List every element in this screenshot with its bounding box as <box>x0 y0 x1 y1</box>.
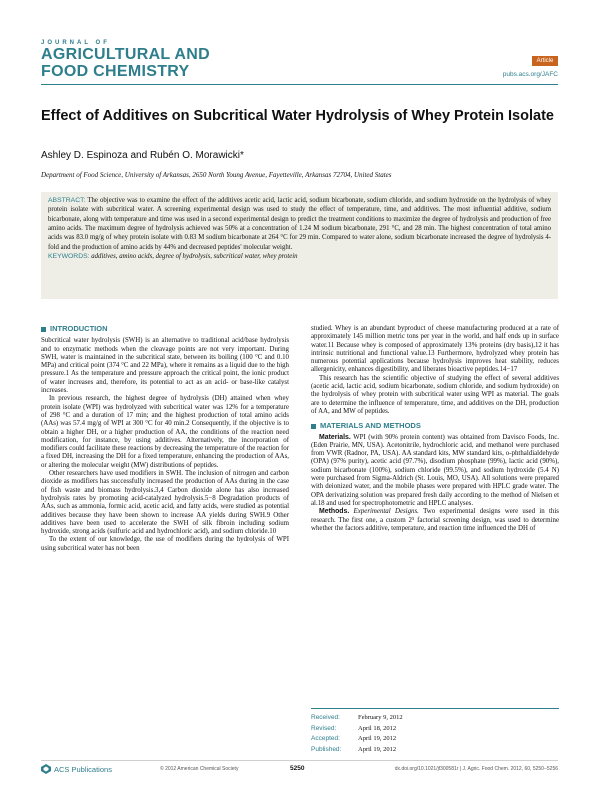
section-square-icon <box>311 424 316 429</box>
date-label: Revised: <box>311 724 337 732</box>
materials-paragraph: WPI (with 90% protein content) was obtained from Davisco Foods, Inc. (Eden Prairie, MN, USA). Acetonitrile, hydrochloric acid, and methanol were purchased from VWR (Radnor, PA, USA). AA standard kits, MW standard kits, o-phthaldialdehyde (OPA) (97% purity), acetic acid (97.7%), disodium phosphate (99%), lactic acid (90%), sodium bicarbonate (100%), sodium chloride (99.5%), and sodium hydroxide (5.4 N) were purchased from Sigma-Aldrich (St. Louis, MO, USA). All solutions were prepared with deionized water, and the mobile phases were prepared with HPLC grade water. The OPA derivatizing solution was prepared fresh daily according to the method of Nielsen et al.18 and used for spectrophotometric and HPLC analyses. <box>311 433 559 507</box>
header-rule <box>41 84 558 85</box>
materials-runin: Materials. <box>319 433 351 441</box>
date-row <box>311 745 559 756</box>
abstract-box <box>41 192 558 299</box>
date-row <box>311 734 559 745</box>
right-column <box>311 325 559 533</box>
experimental-designs-subhead: Experimental Designs. <box>353 508 419 516</box>
abstract-text: The objective was to examine the effect of the additives acetic acid, lactic acid, sodium bicarbonate, sodium chloride, and sodium hydroxide on the hydrolysis of whey protein isolate with subcritical water. A screening experimental design was used to study the effect of temperature, time, and additives. The most influential additive, sodium bicarbonate, along with temperature and time was used in a second experimental design to predict the treatment conditions to maximize the degree of hydrolysis and production of free amino acids. The maximum degree of hydrolysis achieved was 50% at a concentration of 1.24 M sodium bicarbonate, 291 °C, and 28 min. The highest concentration of total amino acids was 83.0 mg/g of whey protein isolate with 0.83 M sodium bicarbonate at 264 °C for 29 min. Compared to water alone, sodium bicarbonate increased the degree of hydrolysis 4-fold and the production of amino acids by 44% and decreased peptides' molecular weight. <box>48 197 552 251</box>
copyright: © 2012 American Chemical Society <box>160 766 239 772</box>
date-value: April 19, 2012 <box>358 735 397 742</box>
journal-name-line1: AGRICULTURAL AND <box>41 46 210 63</box>
affiliation: Department of Food Science, University of Arkansas, 2650 North Young Avenue, Fayetteville, Arkansas 72704, United States <box>41 171 392 179</box>
journal-url-link[interactable]: pubs.acs.org/JAFC <box>502 71 558 78</box>
date-label: Received: <box>311 714 340 721</box>
intro-paragraph-5: studied. Whey is an abundant byproduct of cheese manufacturing produced at a rate of approximately 145 million metric tons per year in the world, and half ends up in surface water.11 Because whey is composed of approximately 13% proteins (dry basis),12 it has intrinsic nutritional and functional value.13 Furthermore, hydrolyzed whey protein has numerous potential applications because hydrolysis improves heat stability, reduces allergenicity, enhances digestibility, and liberates bioactive peptides.14−17 <box>311 325 559 374</box>
journal-name-line2: FOOD CHEMISTRY <box>41 63 190 80</box>
date-value: February 9, 2012 <box>358 714 403 721</box>
methods-paragraph: Two experimental designs were used in this research. The first one, a custom 2⁵ factorial screening design, was used to determine whether the factors additive, temperature, and reaction time influenced the DH of <box>311 508 559 532</box>
intro-paragraph-1: Subcritical water hydrolysis (SWH) is an alternative to traditional acid/base hydrolysis and to enzymatic methods when the cleavage points are not very important. During SWH, water is maintained in the subcritical state, between its boiling (100 °C and 0.10 MPa) and critical point (374 °C and 22 MPa), where it remains as a liquid due to the high pressure.1 As the temperature and pressure approach the critical point, the ionic product of water increases and, therefore, its potential to act as an acid- or base-like catalyst increases. <box>41 337 289 395</box>
materials-methods-heading-text: MATERIALS AND METHODS <box>320 421 421 431</box>
date-value: April 18, 2012 <box>358 724 397 732</box>
introduction-heading <box>41 325 289 333</box>
keywords-label: KEYWORDS: <box>48 253 90 261</box>
acs-logo-icon <box>41 764 51 774</box>
section-square-icon <box>41 327 46 332</box>
left-column <box>41 325 289 553</box>
intro-paragraph-4: To the extent of our knowledge, the use of modifiers during the hydrolysis of WPI using subcritical water has not been <box>41 536 289 552</box>
intro-paragraph-6: This research has the scientific objective of studying the effect of several additives (acetic acid, lactic acid, sodium bicarbonate, sodium chloride, and sodium hydroxide) on the hydrolysis of whey protein with subcritical water using WPI as material. The goals are to determine the influence of temperature, time, and additives on the DH, production of AA, and MW of peptides. <box>311 374 559 415</box>
date-value: April 19, 2012 <box>358 745 397 753</box>
publisher-name: ACS Publications <box>54 764 112 774</box>
article-type-badge: Article <box>532 56 558 66</box>
keywords-text: additives, amino acids, degree of hydrolysis, subcritical water, whey protein <box>91 253 298 261</box>
intro-paragraph-3: Other researchers have used modifiers in SWH. The inclusion of nitrogen and carbon dioxide as modifiers has successfully increased the production of AAs during in the case of fish waste and biomass hydrolysis.3,4 Carbon dioxide alone has also increased hydrolysis rates by promoting acid-catalyzed hydrolysis.5−8 Degradation products of AAs, such as ammonia, formic acid, acetic acid, and fatty acids, were studied as potential additives because they have been shown to increase AA yields during SWH.9 Other additives have been used to accelerate the SWH of silk fibroin including sodium hydroxide, strong acids (sulfuric acid and hydrochloric acid), and sodium chloride.10 <box>41 470 289 536</box>
abstract-label: ABSTRACT: <box>48 197 86 204</box>
date-row <box>311 724 559 735</box>
page-number: 5250 <box>290 765 305 772</box>
doi-citation-link[interactable]: dx.doi.org/10.1021/jf300581r | J. Agric. Food Chem. 2012, 60, 5250−5256 <box>394 766 558 772</box>
publication-dates <box>311 708 559 755</box>
journal-of-label: JOURNAL OF <box>41 40 110 46</box>
methods-runin: Methods. <box>319 508 350 516</box>
date-label: Accepted: <box>311 735 340 742</box>
article-title: Effect of Additives on Subcritical Water Hydrolysis of Whey Protein Isolate <box>41 108 554 124</box>
introduction-heading-text: INTRODUCTION <box>50 324 108 333</box>
materials-methods-heading <box>311 422 559 430</box>
footer-rule <box>41 760 558 761</box>
intro-paragraph-2: In previous research, the highest degree of hydrolysis (DH) attained when whey protein isolate (WPI) was hydrolyzed with subcritical water was 12% for a temperature of 298 °C and a duration of 17 min; and the highest production of total amino acids (AAs) was 57.4 mg/g of WPI at 300 °C for 40 min.2 Consequently, if the objective is to obtain a higher DH, or a higher production of AA, the conditions of the reaction need modification, for instance, by using additives. Alternatively, the incorporation of modifiers could facilitate these reactions by decreasing the temperature of the reaction for a fixed DH, increasing the DH for a fixed temperature, enhancing the production of AAs, or altering the molecular weight (MW) distributions of peptides. <box>41 395 289 469</box>
acs-publications-logo[interactable] <box>41 764 112 774</box>
date-label: Published: <box>311 745 342 753</box>
date-row <box>311 713 559 724</box>
author-list: Ashley D. Espinoza and Rubén O. Morawicki* <box>41 150 244 161</box>
